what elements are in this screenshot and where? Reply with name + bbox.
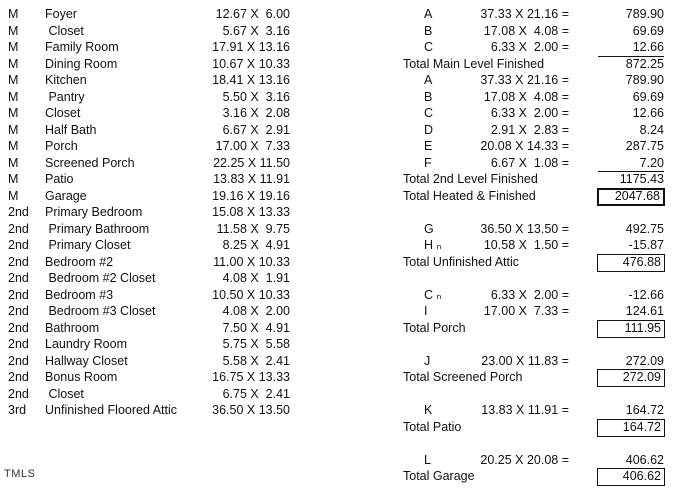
calc-dimensions: 17.08 X 4.08 = <box>483 23 569 38</box>
room-name: Closet <box>45 23 84 38</box>
room-level: M <box>8 172 19 186</box>
calc-code: L <box>424 452 431 467</box>
room-level: 2nd <box>8 320 29 335</box>
room-level: M <box>8 139 19 153</box>
room-name: Bedroom #2 Closet <box>45 271 156 285</box>
room-name: Family Room <box>45 40 119 54</box>
room-level: M <box>8 23 19 38</box>
calc-value: 789.90 <box>625 73 664 87</box>
room-level: 2nd <box>8 271 29 285</box>
calc-dimensions: 13.83 X 11.91 = <box>481 403 569 417</box>
total-value: 1175.43 <box>619 172 664 186</box>
room-level: 2nd <box>8 238 29 252</box>
calc-value: 12.66 <box>632 106 664 120</box>
room-level: 2nd <box>8 205 29 219</box>
calc-code: H ₙ <box>424 238 442 252</box>
calc-code: A <box>424 7 433 21</box>
room-level: 2nd <box>8 304 29 318</box>
room-level: 2nd <box>8 353 29 368</box>
calc-value: 69.69 <box>632 23 664 38</box>
room-dimensions: 4.08 X 1.91 <box>222 271 290 285</box>
mls-watermark: TMLS <box>4 468 36 480</box>
room-name: Bedroom #3 Closet <box>45 304 156 318</box>
total-value: 872.25 <box>625 56 664 71</box>
room-level: M <box>8 73 19 87</box>
room-name: Bonus Room <box>45 370 118 384</box>
room-dimensions: 5.67 X 3.16 <box>222 23 290 38</box>
calc-value: 406.62 <box>625 452 664 467</box>
room-name: Bedroom #2 <box>45 254 114 269</box>
calc-code: F <box>424 155 432 170</box>
calc-value: 164.72 <box>625 403 664 417</box>
calc-dimensions: 37.33 X 21.16 = <box>480 73 569 87</box>
room-dimensions: 16.75 X 13.33 <box>212 370 290 384</box>
calc-value: 12.66 <box>632 40 664 54</box>
room-name: Hallway Closet <box>45 353 128 368</box>
calc-value: 492.75 <box>625 221 664 236</box>
calc-code: E <box>424 139 433 153</box>
room-level: M <box>8 40 19 54</box>
room-dimensions: 17.00 X 7.33 <box>215 139 290 153</box>
room-name: Primary Closet <box>45 238 131 252</box>
room-level: M <box>8 89 19 104</box>
calc-dimensions: 20.08 X 14.33 = <box>480 139 569 153</box>
total-label: Total 2nd Level Finished <box>403 172 538 186</box>
total-label: Total Heated & Finished <box>403 188 536 203</box>
calc-code: D <box>424 122 434 137</box>
room-dimensions: 10.67 X 10.33 <box>212 56 290 71</box>
calc-dimensions: 23.00 X 11.83 = <box>481 353 569 368</box>
room-name: Porch <box>45 139 78 153</box>
room-name: Bedroom #3 <box>45 287 114 302</box>
total-value-box: 2047.68 <box>597 188 665 206</box>
calc-code: C <box>424 106 434 120</box>
room-level: 2nd <box>8 221 29 236</box>
calc-value: 124.61 <box>625 304 664 318</box>
room-dimensions: 6.75 X 2.41 <box>222 386 290 401</box>
room-dimensions: 12.67 X 6.00 <box>215 7 290 21</box>
room-name: Pantry <box>45 89 85 104</box>
calc-dimensions: 6.67 X 1.08 = <box>490 155 569 170</box>
calc-code: B <box>424 23 433 38</box>
calc-dimensions: 2.91 X 2.83 = <box>490 122 569 137</box>
room-level: M <box>8 155 19 170</box>
calc-code: J <box>424 353 431 368</box>
room-name: Closet <box>45 106 81 120</box>
calc-code: A <box>424 73 433 87</box>
room-dimensions: 5.50 X 3.16 <box>222 89 290 104</box>
room-dimensions: 15.08 X 13.33 <box>212 205 290 219</box>
calc-value: 789.90 <box>625 7 664 21</box>
room-name: Patio <box>45 172 74 186</box>
room-level: 2nd <box>8 254 29 269</box>
room-name: Kitchen <box>45 73 87 87</box>
room-dimensions: 22.25 X 11.50 <box>213 155 290 170</box>
calc-code: G <box>424 221 434 236</box>
room-name: Foyer <box>45 7 77 21</box>
room-name: Garage <box>45 188 87 203</box>
room-level: M <box>8 188 19 203</box>
calc-code: C <box>424 40 434 54</box>
room-name: Bathroom <box>45 320 100 335</box>
total-label: Total Garage <box>403 469 475 483</box>
calc-dimensions: 36.50 X 13.50 = <box>480 221 569 236</box>
calc-value: -12.66 <box>628 287 664 302</box>
calc-code: K <box>424 403 433 417</box>
room-dimensions: 10.50 X 10.33 <box>212 287 290 302</box>
calc-dimensions: 6.33 X 2.00 = <box>490 287 569 302</box>
total-value-box: 272.09 <box>597 369 665 387</box>
room-dimensions: 17.91 X 13.16 <box>212 40 290 54</box>
room-dimensions: 8.25 X 4.91 <box>222 238 290 252</box>
room-level: M <box>8 7 19 21</box>
room-name: Half Bath <box>45 122 97 137</box>
room-dimensions: 4.08 X 2.00 <box>222 304 290 318</box>
total-label: Total Main Level Finished <box>403 56 545 71</box>
room-dimensions: 5.58 X 2.41 <box>222 353 290 368</box>
total-value-box: 476.88 <box>597 254 665 272</box>
room-name: Dining Room <box>45 56 118 71</box>
calc-value: 7.20 <box>639 155 664 170</box>
calc-code: C ₙ <box>424 287 442 302</box>
room-name: Unfinished Floored Attic <box>45 403 178 417</box>
room-dimensions: 19.16 X 19.16 <box>212 188 290 203</box>
calc-code: I <box>424 304 428 318</box>
room-level: 2nd <box>8 386 29 401</box>
calc-dimensions: 37.33 X 21.16 = <box>480 7 569 21</box>
room-name: Screened Porch <box>45 155 135 170</box>
total-value-box: 406.62 <box>597 468 665 486</box>
calc-dimensions: 6.33 X 2.00 = <box>490 40 569 54</box>
room-dimensions: 3.16 X 2.08 <box>222 106 290 120</box>
calc-dimensions: 10.58 X 1.50 = <box>483 238 569 252</box>
room-name: Closet <box>45 386 84 401</box>
room-dimensions: 11.58 X 9.75 <box>216 221 290 236</box>
calc-value: -15.87 <box>628 238 664 252</box>
total-label: Total Patio <box>403 419 462 434</box>
room-level: M <box>8 106 19 120</box>
calc-dimensions: 17.08 X 4.08 = <box>483 89 569 104</box>
total-value-box: 111.95 <box>597 320 665 338</box>
total-value-box: 164.72 <box>597 419 665 437</box>
calc-value: 69.69 <box>632 89 664 104</box>
room-level: 3rd <box>8 403 27 417</box>
total-label: Total Porch <box>403 320 466 335</box>
calc-dimensions: 20.25 X 20.08 = <box>480 452 569 467</box>
room-dimensions: 6.67 X 2.91 <box>222 122 290 137</box>
calc-value: 287.75 <box>625 139 664 153</box>
room-dimensions: 36.50 X 13.50 <box>212 403 290 417</box>
room-level: M <box>8 56 19 71</box>
room-level: M <box>8 122 19 137</box>
room-dimensions: 18.41 X 13.16 <box>212 73 290 87</box>
room-name: Primary Bathroom <box>45 221 150 236</box>
room-name: Primary Bedroom <box>45 205 143 219</box>
total-label: Total Screened Porch <box>403 370 523 384</box>
calc-value: 8.24 <box>639 122 664 137</box>
calc-value: 272.09 <box>625 353 664 368</box>
room-dimensions: 13.83 X 11.91 <box>213 172 290 186</box>
room-level: 2nd <box>8 370 29 384</box>
calc-dimensions: 17.00 X 7.33 = <box>483 304 569 318</box>
room-dimensions: 11.00 X 10.33 <box>213 254 290 269</box>
calc-code: B <box>424 89 433 104</box>
room-level: 2nd <box>8 287 29 302</box>
calc-dimensions: 6.33 X 2.00 = <box>490 106 569 120</box>
room-dimensions: 5.75 X 5.58 <box>222 337 290 351</box>
total-label: Total Unfinished Attic <box>403 254 520 269</box>
room-dimensions: 7.50 X 4.91 <box>222 320 290 335</box>
room-name: Laundry Room <box>45 337 127 351</box>
room-level: 2nd <box>8 337 29 351</box>
